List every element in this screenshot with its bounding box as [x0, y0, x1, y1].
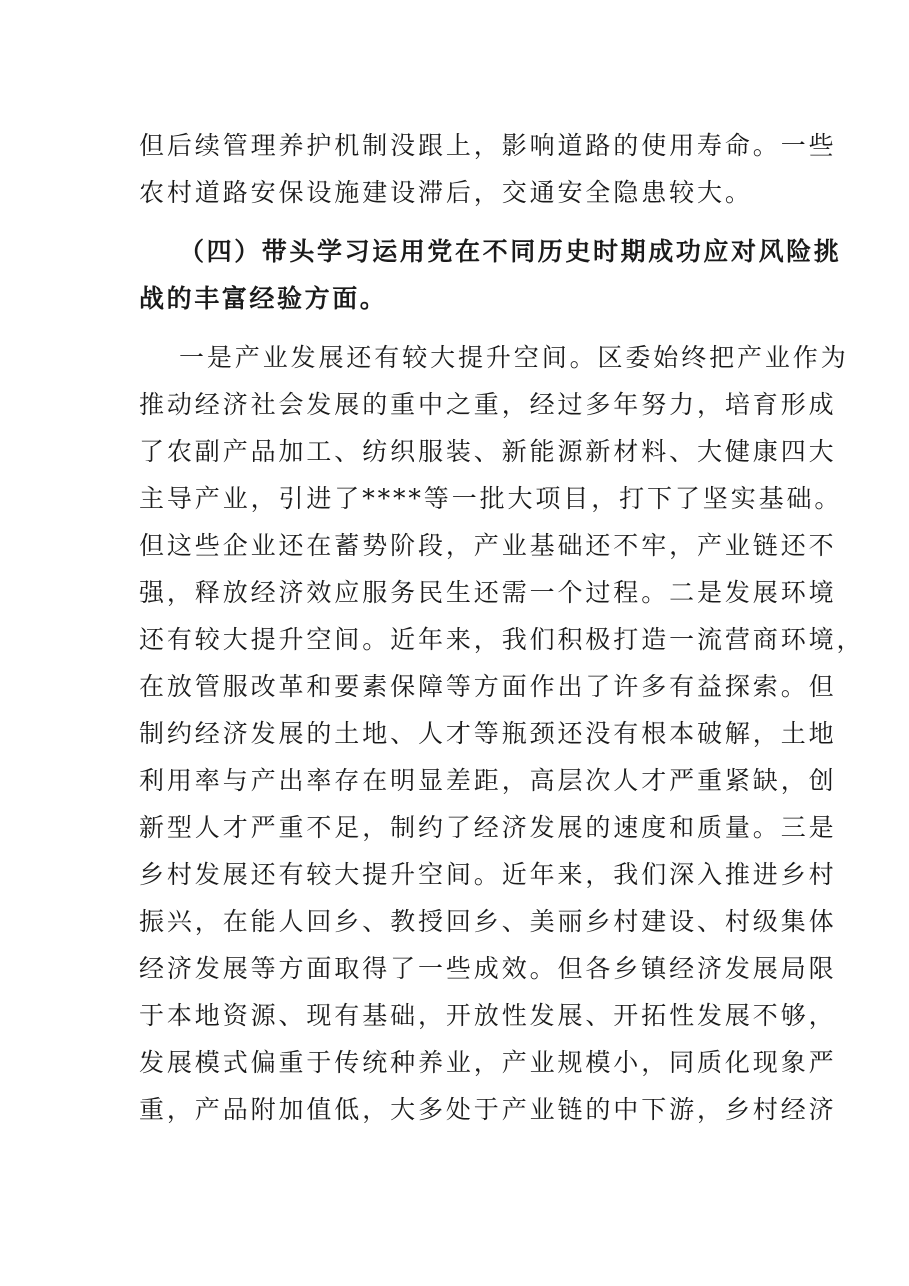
text-line: 乡村发展还有较大提升空间。近年来，我们深入推进乡村 [139, 860, 837, 889]
text-line: 推动经济社会发展的重中之重，经过多年努力，培育形成 [139, 390, 837, 419]
text-line: 振兴，在能人回乡、教授回乡、美丽乡村建设、村级集体 [139, 907, 837, 936]
text-line: 还有较大提升空间。近年来，我们积极打造一流营商环境， [139, 625, 865, 654]
text-line: 经济发展等方面取得了一些成效。但各乡镇经济发展局限 [139, 954, 837, 983]
text-line: 强，释放经济效应服务民生还需一个过程。二是发展环境 [139, 578, 837, 607]
text-line: 了农副产品加工、纺织服装、新能源新材料、大健康四大 [139, 437, 837, 466]
text-line: 新型人才严重不足，制约了经济发展的速度和质量。三是 [139, 813, 837, 842]
section-heading-4 [139, 228, 842, 322]
paragraph-gap [139, 216, 779, 228]
text-line: 重，产品附加值低，大多处于产业链的中下游，乡村经济 [139, 1095, 837, 1124]
document-body [139, 122, 865, 1133]
text-line: 发展模式偏重于传统种养业，产业规模小，同质化现象严 [139, 1048, 837, 1077]
text-line: 利用率与产出率存在明显差距，高层次人才严重紧缺，创 [139, 766, 837, 795]
heading-line: 战的丰富经验方面。 [139, 284, 388, 313]
paragraph-road-maintenance [139, 122, 837, 216]
text-line: 于本地资源、现有基础，开放性发展、开拓性发展不够， [139, 1001, 837, 1030]
text-line: 但这些企业还在蓄势阶段，产业基础还不牢，产业链还不 [139, 531, 837, 560]
heading-line: （四）带头学习运用党在不同历史时期成功应对风险挑 [179, 237, 842, 266]
paragraph-development-issues [139, 334, 865, 1133]
text-line: 制约经济发展的土地、人才等瓶颈还没有根本破解，土地 [139, 719, 837, 748]
text-line: 但后续管理养护机制没跟上，影响道路的使用寿命。一些 [139, 131, 837, 160]
text-line: 在放管服改革和要素保障等方面作出了许多有益探索。但 [139, 672, 837, 701]
paragraph-gap [139, 322, 779, 334]
text-line: 主导产业，引进了****等一批大项目，打下了坚实基础。 [139, 484, 843, 513]
text-line: 农村道路安保设施建设滞后，交通安全隐患较大。 [139, 178, 753, 207]
text-line: 一是产业发展还有较大提升空间。区委始终把产业作为 [179, 343, 849, 372]
